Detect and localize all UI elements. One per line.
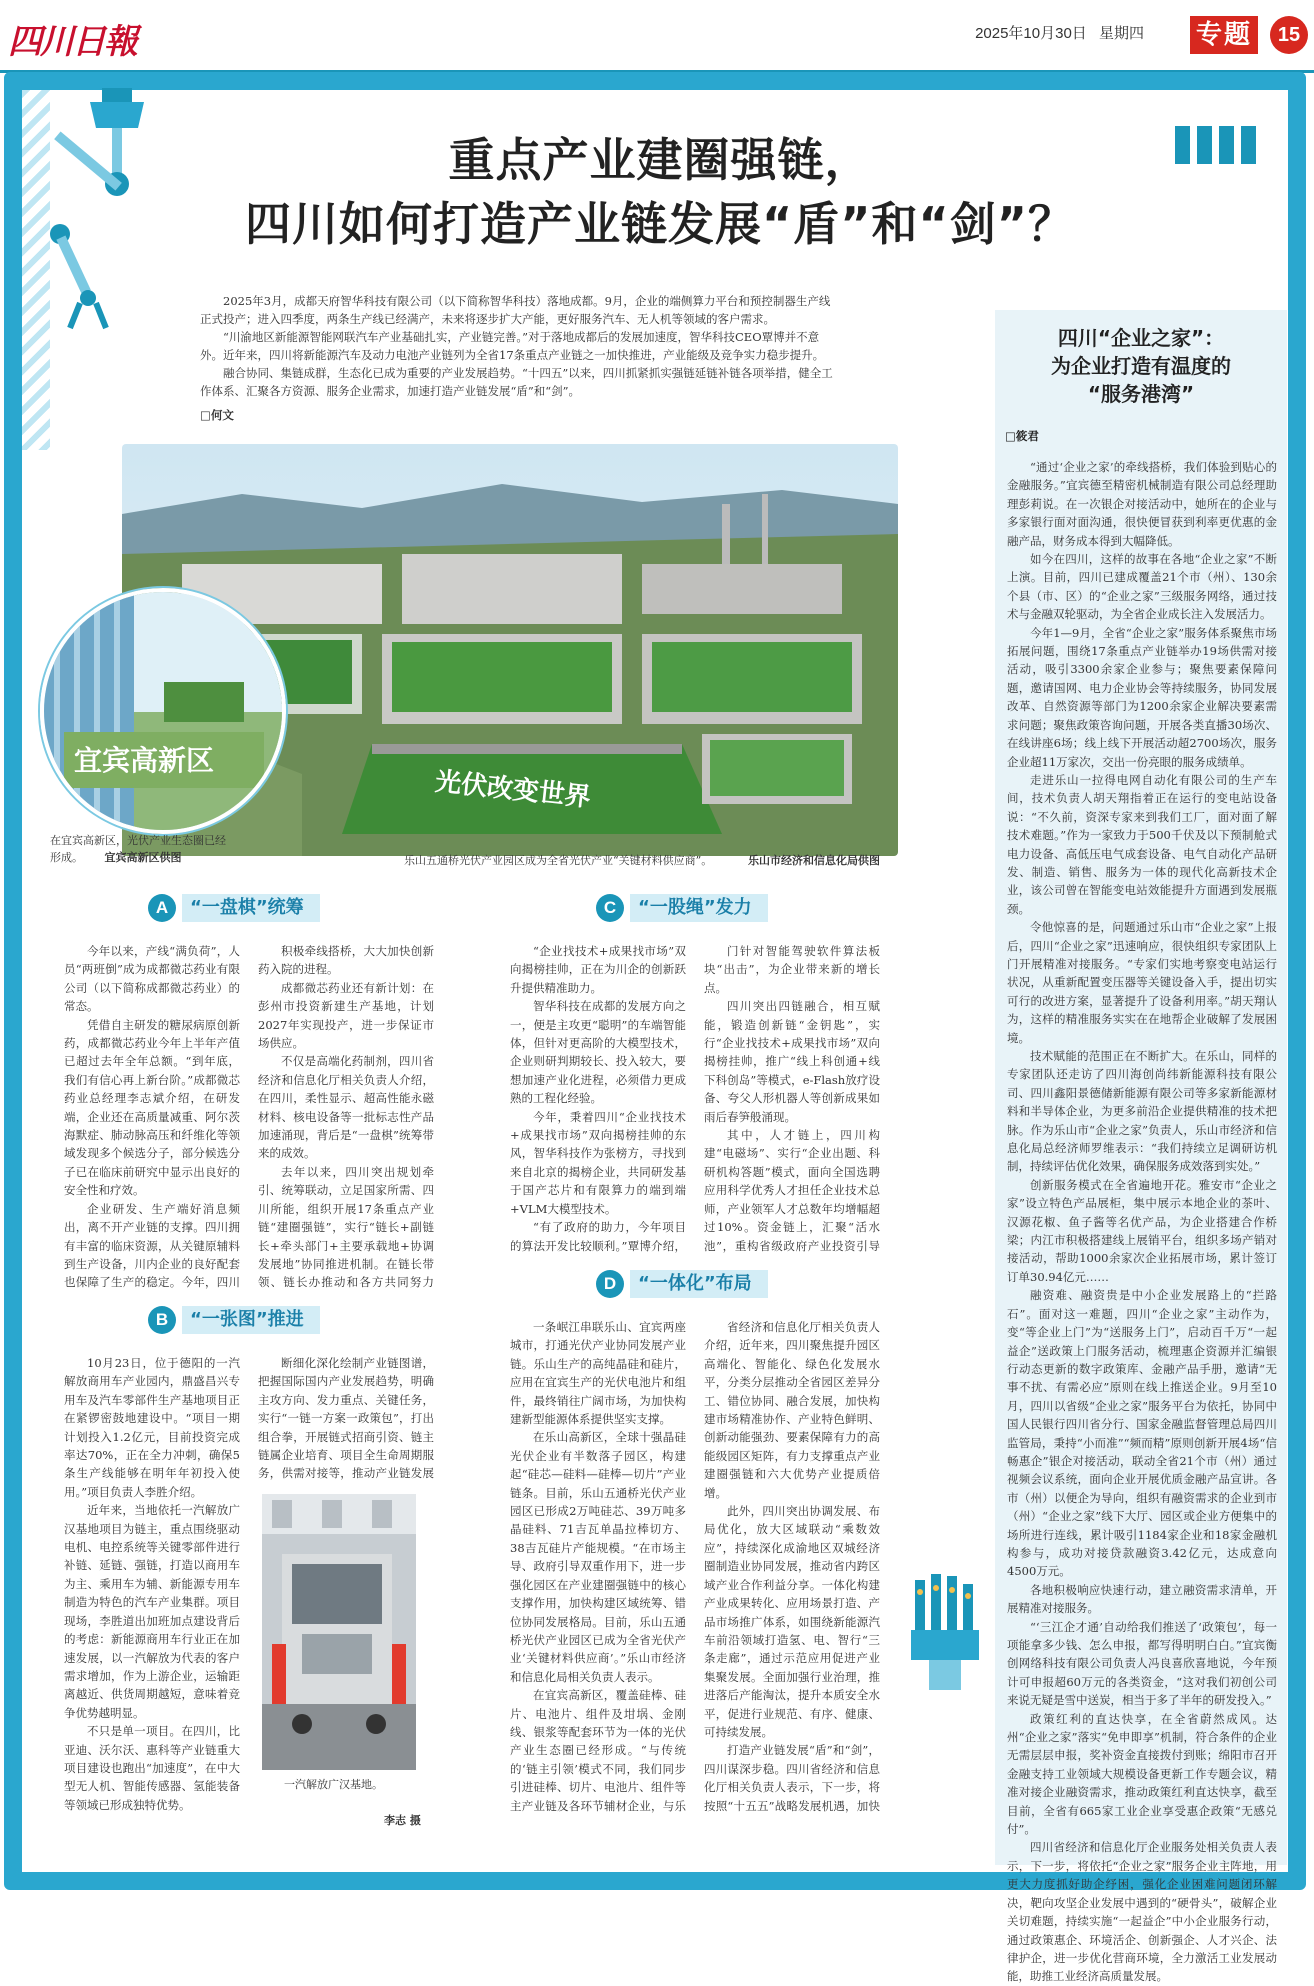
paragraph: 门针对智能驾驶软件算法板块“出击”，为企业带来新的增长点。 bbox=[704, 944, 880, 995]
paragraph: 不只是单一项目。在四川，比亚迪、沃尔沃、惠科等产业链重大项目建设也跑出“加速度”，在中大型无人机、智能传感器、氢能装备等领域已形成独特优势。 bbox=[64, 1724, 240, 1812]
lead-p2: “川渝地区新能源智能网联汽车产业基础扎实，产业链完善。”对于落地成都后的发展加速度，智华科技CEO覃博并不意外。近年来，四川将新能源汽车及动力电池产业链列为全省17条重点产业链之一加快推进，产业能级及竞争实力稳步提升。 bbox=[200, 330, 825, 362]
paragraph: 去年以来，四川突出规划牵引、统筹联动，立足国家所需、四川所能，组织开展17条重点产业链“建圈强链”，实行“链长+副链长+牵头部门+主要承载地+协调发展地”协同推进机制。在链长带领、链长办推动和各方共同努力 bbox=[258, 1164, 434, 1290]
robot-hand-icon bbox=[905, 1574, 995, 1694]
lead-byline: □何文 bbox=[200, 408, 234, 422]
credit-left: 宜宾高新区供图 bbox=[104, 851, 182, 864]
paragraph: 技术赋能的范围正在不断扩大。在乐山，同样的专家团队还走访了四川海创尚纬新能源科技有限公司、四川鑫阳景德储新能源有限公司等多家新能源材料和半导体企业，为更多前沿企业提供精准的技术把脉。作为乐山市“企业之家”负责人，乐山市经济和信息化局总经济师罗维表示：“我们持续立足调研访机制，持续评估优化效果，确保服务成效落到实处。” bbox=[1007, 1049, 1277, 1174]
subhead-d bbox=[596, 1268, 768, 1300]
paragraph: 其中，人才链上，四川构建“电磁场”、实行“企业出题、科研机构答题”模式，面向全国选聘应用科学优秀人才担任企业技术总师，产业领军人才总数年均增幅超过10%。资金链上，汇聚“活水池”，重构省级政府产业投资引导 bbox=[704, 1128, 880, 1253]
sidebar-body bbox=[1007, 458, 1277, 1986]
paragraph: “有了政府的助力，今年项目的算法开发比较顺利。”覃博介绍， bbox=[510, 1220, 686, 1253]
paragraph: 10月23日，位于德阳的一汽解放商用车产业园内，鼎盛昌兴专用车及汽车零部件生产基地项目正在紧锣密鼓地建设中。“项目一期计划投入1.2亿元，目前投资完成率达70%，正在全力冲刺，确保5条生产线能够在明年年初投入使用。”项目负责人李胜介绍。 bbox=[64, 1356, 240, 1499]
paragraph: 今年以来，产线“满负荷”，人员“两班倒”成为成都微芯药业有限公司（以下简称成都微芯药业）的常态。 bbox=[64, 944, 240, 1014]
column-d1 bbox=[510, 1318, 686, 1814]
factory-caption: 一汽解放广汉基地。 bbox=[284, 1778, 383, 1791]
headline-line-2: 四川如何打造产业链发展“盾”和“剑”？ bbox=[245, 197, 1075, 251]
section-label: 专题 bbox=[1190, 16, 1258, 54]
paragraph: 今年，秉着四川“企业找技术+成果找市场”双向揭榜挂帅的东风，智华科技作为张榜方，寻找到来自北京的揭榜企业，共同研发基于国产芯片和有限算力的端到端+VLM大模型技术。 bbox=[510, 1109, 686, 1216]
paragraph: 如今在四川，这样的故事在各地“企业之家”不断上演。目前，四川已建成覆盖21个市（州）、130余个县（市、区）的“企业之家”三级服务网络，通过技术与金融双轮驱动，为全省企业成长注入发展活力。 bbox=[1007, 552, 1277, 622]
circle-inset-photo bbox=[40, 588, 286, 834]
circle-sign-text: 宜宾高新区 bbox=[74, 744, 215, 777]
column-c2 bbox=[704, 942, 880, 1254]
lead-p1: 2025年3月，成都天府智华科技有限公司（以下简称智华科技）落地成都。9月，企业的端侧算力平台和预控制器生产线正式投产；进入四季度，两条生产线已经满产，未来将逐步扩大产能，更好服务汽车、无人机等领域的客户需求。 bbox=[200, 294, 831, 326]
paragraph: 积极牵线搭桥，大大加快创新药入院的进程。 bbox=[258, 944, 434, 977]
column-c1 bbox=[510, 942, 686, 1254]
newspaper-logo: 四川日報 bbox=[8, 22, 136, 62]
paragraph: 各地积极响应快速行动，建立融资需求清单，开展精准对接服务。 bbox=[1007, 1582, 1277, 1616]
subhead-c-label: “一股绳”发力 bbox=[630, 894, 768, 922]
subhead-b-badge: B bbox=[148, 1306, 176, 1334]
caption-left bbox=[50, 832, 236, 866]
paragraph: 此外，四川突出协调发展、布局优化，放大区域联动“乘数效应”，持续深化成渝地区双城经济圈制造业协同发展，推动省内跨区域产业合作利益分享。一体化构建产业成果转化、应用场景打造、产品市场推广体系，如围绕新能源汽车前沿领域打造氢、电、智行“三条走廊”，通过示范应用促进产业集聚发展。全面加强行业治理，推进落后产能淘汰，提升本质安全水平，促进行业规范、有序、健康、可持续发展。 bbox=[704, 1504, 880, 1739]
subhead-a bbox=[148, 892, 320, 924]
robot-arm-icon bbox=[20, 88, 160, 348]
subhead-c-badge: C bbox=[596, 894, 624, 922]
paragraph: 不仅是高端化药制剂，四川省经济和信息化厅相关负责人介绍，在四川，柔性显示、超高性能永磁材料、核电设备等一批标志性产品加速涌现，背后是“一盘棋”统筹带来的成效。 bbox=[258, 1054, 434, 1161]
subhead-c bbox=[596, 892, 768, 924]
caption-left-text: 在宜宾高新区，光伏产业生态圈已经形成。 bbox=[50, 834, 226, 864]
paragraph: 一条岷江串联乐山、宜宾两座城市，打通光伏产业协同发展产业链。乐山生产的高纯晶硅和硅片，应用在宜宾生产的光伏电池片和组件，最终销往广阔市场，为加快构建新型能源体系提供坚实支撑。 bbox=[510, 1320, 686, 1427]
decorative-bars bbox=[1168, 126, 1256, 168]
paragraph: 创新服务模式在全省遍地开花。雅安市“企业之家”设立特色产品展柜，集中展示本地企业的茶叶、汉源花椒、鱼子酱等名优产品，为企业搭建合作桥梁；内江市积极搭建线上展销平台，组织多场产销对接活动，帮助1000余家次企业拓展市场，累计签订订单30.94亿元…… bbox=[1007, 1177, 1277, 1284]
subhead-b-label: “一张图”推进 bbox=[182, 1306, 320, 1334]
lead-p3: 融合协同、集链成群，生态化已成为重要的产业发展趋势。“十四五”以来，四川抓紧抓实强链延链补链各项举措，健全工作体系、汇聚各方资源、服务企业需求，加速打造产业链发展“盾”和“剑”。 bbox=[200, 366, 833, 398]
paragraph: “‘三江企才通’自动给我们推送了‘政策包’，每一项能拿多少钱、怎么申报，都写得明明白白。”宜宾衡创网络科技有限公司负责人冯良喜欣喜地说，今年预计可申报超60万元的各类资金，“这对我们初创公司来说无疑是雪中送炭，相当于多了半年的研发投入。” bbox=[1007, 1619, 1277, 1708]
paragraph: “通过‘企业之家’的牵线搭桥，我们体验到贴心的金融服务。”宜宾德至精密机械制造有限公司总经理助理彭莉说。在一次银企对接活动中，她所在的企业与多家银行面对面沟通，很快便冒获到利率更优惠的金融产品，财务成本得到大幅降低。 bbox=[1007, 460, 1277, 548]
paragraph: 今年1—9月，全省“企业之家”服务体系聚焦市场拓展问题，围绕17条重点产业链举办19场供需对接活动，吸引3300余家企业参与；聚焦要素保障问题，邀请国网、电力企业协会等持续服务，协同发展改革、自然资源等部门为1200余家企业解决要素需求问题；聚焦政策咨询问题，开展各类直播30场次、在线讲座6场；线上线下开展活动超2700场次，服务企业超11万家次，交出一份亮眼的服务成绩单。 bbox=[1007, 625, 1277, 769]
paragraph: 成都微芯药业还有新计划：在彭州市投资新建生产基地，计划2027年实现投产，进一步保证市场供应。 bbox=[258, 980, 434, 1051]
headline-line-1: 重点产业建圈强链， bbox=[448, 133, 872, 187]
sidebar-title-line-1: 四川“企业之家”： bbox=[1057, 326, 1225, 350]
sidebar-title-line-3: “服务港湾” bbox=[1087, 382, 1195, 406]
paragraph: 断细化深化绘制产业链图谱，把握国际国内产业发展趋势，明确主攻方向、发力重点、关键任务，实行“一链一方案一政策包”，打出组合拳，开展链式招商引资、链主链属企业培育、项目全生命周期服务，供需对接等，推动产业链发展 bbox=[258, 1356, 434, 1481]
column-a1 bbox=[64, 942, 240, 1290]
paragraph: 政策红利的直达快享，在全省蔚然成风。达州“企业之家”落实“免申即享”机制，符合条件的企业无需层层申报，奖补资金直接拨付到账；绵阳市召开金融支持工业领域大规模设备更新工作专题会议，精准对接企业融资需求，推动政策红利直达快享，截至目前，全省有665家工业企业享受惠企政策“无感兑付”。 bbox=[1007, 1711, 1277, 1837]
column-b2 bbox=[258, 1354, 434, 1486]
paragraph: 在乐山高新区，全球十强晶硅光伏企业有半数落子园区，构建起“硅芯—硅料—硅棒—切片”产业链条。目前，乐山五通桥光伏产业园区已形成2万吨硅芯、39万吨多晶硅料、71吉瓦单晶拉棒切方、38吉瓦硅片产能规模。“在市场主导、政府引导双重作用下，进一步强化园区在产业建圈强链中的核心支撑作用，加快构建区域统筹、错位协同发展格局。目前，乐山五通桥光伏产业园区已成为全省光伏产业‘关键材料供应商’。”乐山市经济和信息化局相关负责人表示。 bbox=[510, 1430, 686, 1684]
dateline bbox=[975, 22, 1144, 43]
subhead-a-badge: A bbox=[148, 894, 176, 922]
paragraph: 四川突出四链融合，相互赋能，锻造创新链“金钥匙”，实行“企业找技术+成果找市场”双向揭榜挂帅，推广“线上科创通+线下科创岛”等模式，e-Flash放疗设备、夸父人形机器人等创新成果如雨后春笋般涌现。 bbox=[704, 999, 880, 1124]
paragraph: 打造产业链发展“盾”和“剑”，四川谋深步稳。四川省经济和信息化厅相关负责人表示，下一步，将按照“十五五”战略发展机遇，加快 bbox=[704, 1743, 880, 1813]
column-b1 bbox=[64, 1354, 240, 1814]
factory-photo bbox=[262, 1494, 416, 1770]
building-slogan: 光伏改变世界 bbox=[433, 766, 593, 814]
credit-right: 乐山市经济和信息化局供图 bbox=[748, 854, 880, 867]
caption-right: 乐山五通桥光伏产业园区成为全省光伏产业“关键材料供应商”。 bbox=[404, 854, 713, 867]
paragraph: 在宜宾高新区，覆盖硅棒、硅片、电池片、组件及坩埚、金刚线、银浆等配套环节为一体的光伏产业生态圈已经形成。“与传统的‘链主引领’模式不同，我们同步引进硅棒、切片、电池片、组件等主产业链及各环节辅材企业，与乐 bbox=[510, 1688, 686, 1813]
paragraph: 智华科技在成都的发展方向之一，便是主攻更“聪明”的车端智能体，但针对更高阶的大模型技术，企业则研判期较长、投入较大，要想加速产业化进程，必须借力更成熟的工程化经验。 bbox=[510, 999, 686, 1106]
paragraph: 近年来，当地依托一汽解放广汉基地项目为链主，重点围绕驱动电机、电控系统等关键零部件进行补链、延链、强链，打造以商用车为主、乘用车为辅、新能源专用车制造为特色的汽车产业集群。项目现场，李胜道出加班加点建设背后的考虑：新能源商用车行业正在加速发展，以一汽解放为代表的客户需求增加，作为上游企业，运输距离越近、供货周期越短，意味着竞争优势越明显。 bbox=[64, 1503, 240, 1720]
subhead-a-label: “一盘棋”统筹 bbox=[182, 894, 320, 922]
headline bbox=[180, 128, 1140, 256]
lead-paragraph bbox=[200, 292, 840, 424]
issue-date: 2025年10月30日 bbox=[975, 25, 1087, 42]
paragraph: 融资难、融资贵是中小企业发展路上的“拦路石”。面对这一难题，四川“企业之家”主动作为，变“等企业上门”为“送服务上门”，启动百千万“一起益企”送政策上门服务活动，梳理惠企资源并汇编银行动态更新的数字政策库、金融产品手册，邀请“无事不扰、有需必应”原则在线上推送企业。9月至10月，四川以省级“企业之家”服务平台为依托，协同中国人民银行四川省分行、国家金融监督管理总局四川监管局，秉持“小而准”“频而精”原则创新开展4场“信畅惠企”银企对接活动，联动全省21个市（州）通过视频会议系统，面向企业开展优质金融产品宣讲。各市（州）以便企为导向，组织有融资需求的企业到市（州）“企业之家”线下大厅、园区或企业方便集中的场所进行连线，累计吸引1184家企业和18家金融机构参与，成功对接贷款融资3.42亿元，达成意向4500万元。 bbox=[1007, 1288, 1277, 1579]
sidebar-title-line-2: 为企业打造有温度的 bbox=[1051, 354, 1231, 378]
factory-credit: 李志 摄 bbox=[384, 1814, 421, 1827]
sidebar-feature bbox=[995, 310, 1287, 1984]
column-a2 bbox=[258, 942, 434, 1290]
paragraph: 省经济和信息化厅相关负责人介绍，近年来，四川聚焦提升园区高端化、智能化、绿色化发展水平，分类分层推动全省园区差异分工、错位协同、融合发展，加快构建市场精准协作、产业特色鲜明、创新动能强劲、要素保障有力的高能级园区矩阵，有力支撑重点产业建圈强链和六大优势产业提质倍增。 bbox=[704, 1320, 880, 1500]
subhead-d-label: “一体化”布局 bbox=[630, 1270, 768, 1298]
sidebar-byline: □筱君 bbox=[1005, 429, 1039, 443]
paragraph: 企业研发、生产端好消息频出，离不开产业链的支撑。四川拥有丰富的临床资源，从关键原辅料到生产设备，川内企业的良好配套也保障了生产的稳定。今年，四川 bbox=[64, 1201, 240, 1290]
issue-weekday: 星期四 bbox=[1098, 25, 1144, 42]
page-number: 15 bbox=[1270, 16, 1308, 54]
subhead-d-badge: D bbox=[596, 1270, 624, 1298]
sidebar-title bbox=[995, 324, 1287, 408]
paragraph: 令他惊喜的是，问题通过乐山市“企业之家”上报后，四川“企业之家”迅速响应，很快组织专家团队上门开展精准对接服务。“专家们实地考察变电站运行状况，从重新配置变压器等关键设备入手，提出切实可行的改进方案，显著提升了设备利用率。”胡天翔认为，这样的精准服务实实在在地帮企业破解了发展困境。 bbox=[1007, 920, 1277, 1045]
paragraph: “企业找技术+成果找市场”双向揭榜挂帅，正在为川企的创新跃升提供精准助力。 bbox=[510, 944, 686, 995]
paragraph: 走进乐山一拉得电网自动化有限公司的生产车间，技术负责人胡天翔指着正在运行的变电站设备说：“不久前，资深专家来到我们工厂，面对面了解技术难题。”作为一家致力于500千伏及以下预制舱式电力设备、高低压电气成套设备、电气自动化产品研发、制造、销售、服务为一体的现代化高新技术企业，该公司曾在智能变电站效能提升方面遇到发展瓶颈。 bbox=[1007, 772, 1277, 916]
masthead bbox=[0, 0, 1314, 73]
paragraph: 四川省经济和信息化厅企业服务处相关负责人表示，下一步，将依托“企业之家”服务企业主阵地，用更大力度抓好助企纾困，强化企业困难问题闭环解决，靶向攻坚企业发展中遇到的“硬骨头”，破解企业关切难题，持续实施“一起益企”中小企业服务行动，通过政策惠企、环境活企、创新强企、人才兴企、法律护企，进一步优化营商环境，全力激活工业发展动能，助推工业经济高质量发展。 bbox=[1007, 1840, 1277, 1984]
column-d2 bbox=[704, 1318, 880, 1814]
subhead-b bbox=[148, 1304, 320, 1336]
paragraph: 凭借自主研发的糖尿病原创新药，成都微芯药业今年上半年产值已超过去年全年总额。“到年底，我们有信心再上新台阶。”成都微芯药业总经理李志斌介绍，在研发端，企业还在高质量减重、阿尔茨海默症、肺动脉高压和纤维化等领域发现多个候选分子，部分候选分子已在临床前研究中显示出良好的安全性和疗效。 bbox=[64, 1017, 240, 1198]
